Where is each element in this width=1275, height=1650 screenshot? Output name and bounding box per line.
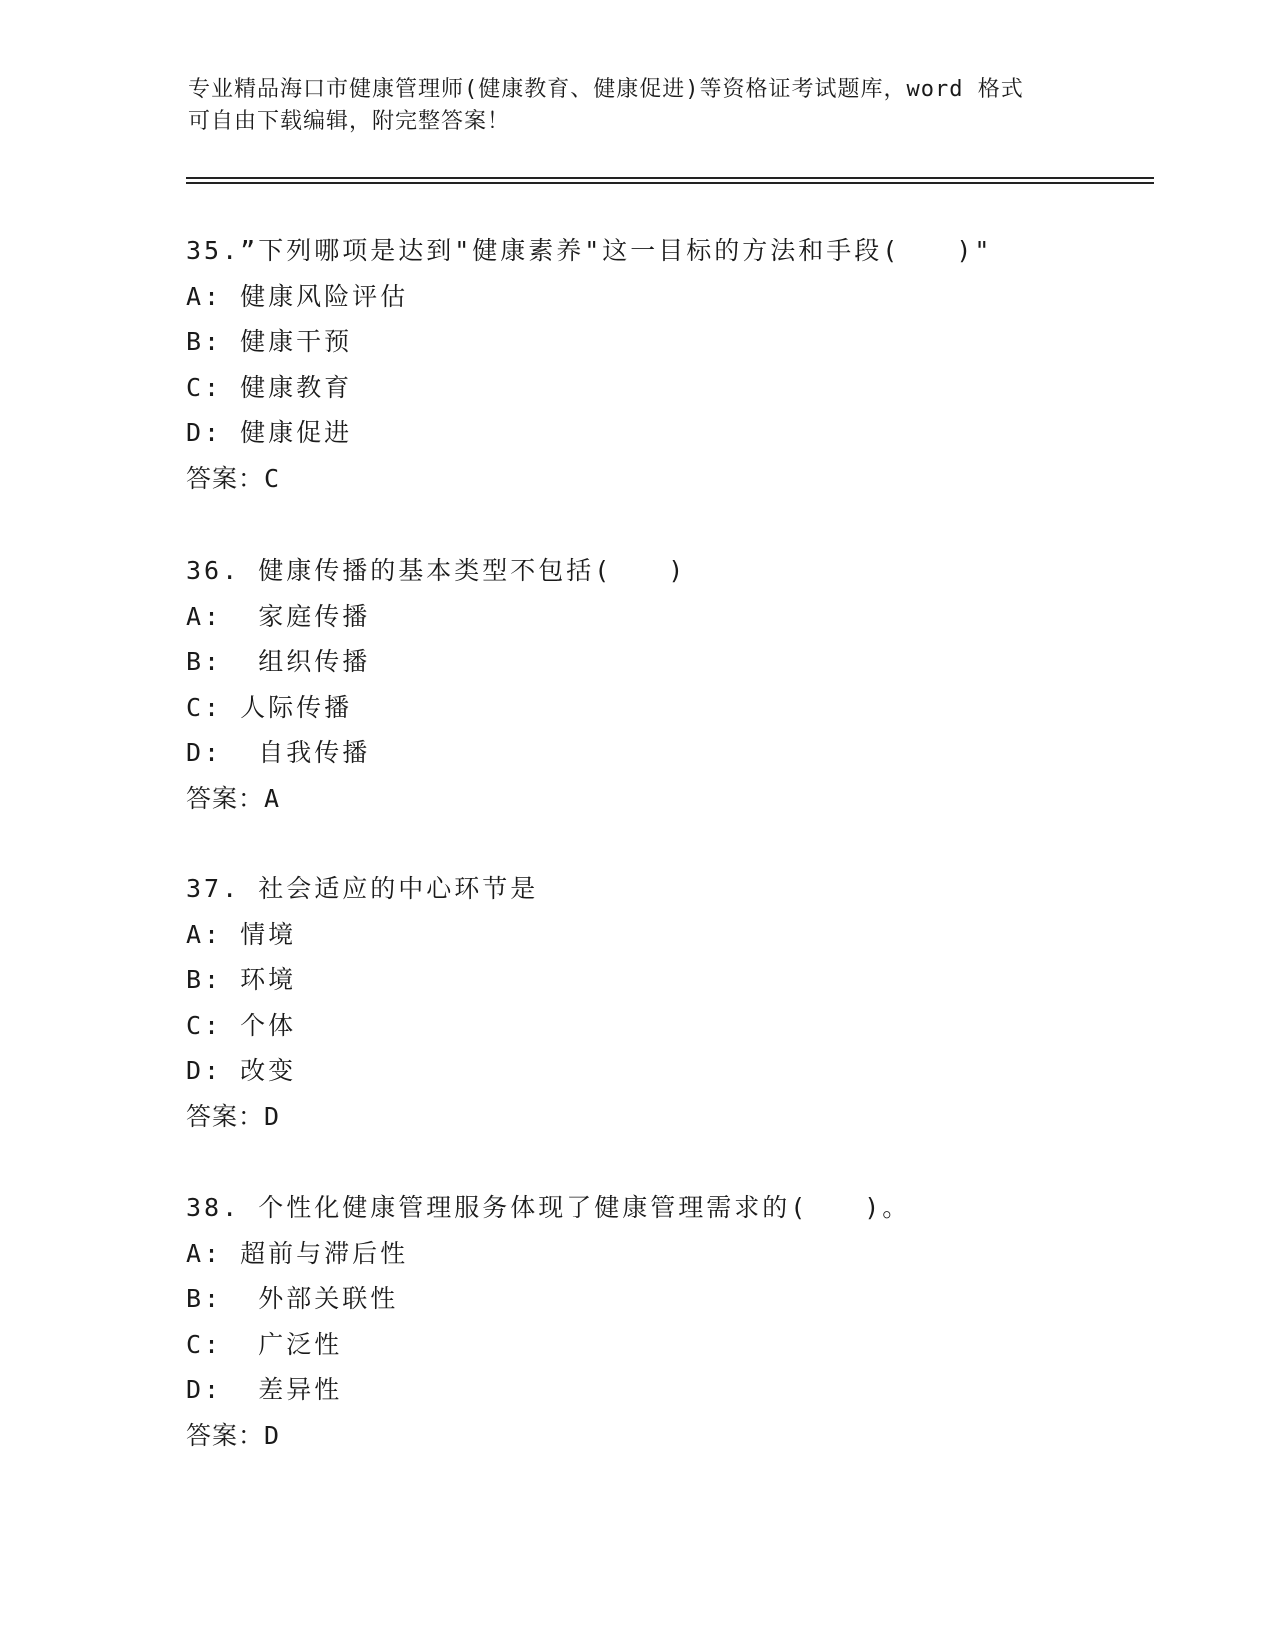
answer-value: D bbox=[264, 1101, 281, 1131]
answer-label: 答案： bbox=[186, 463, 265, 493]
option-a: A: 健康风险评估 bbox=[186, 281, 409, 311]
question-stem: 37. 社会适应的中心环节是 bbox=[186, 874, 539, 903]
option-d: D: 差异性 bbox=[186, 1375, 343, 1404]
option-c: C: 广泛性 bbox=[186, 1329, 343, 1359]
answer-value: D bbox=[264, 1420, 281, 1450]
header-line-1: 专业精品海口市健康管理师(健康教育、健康促进)等资格证考试题库，word 格式 bbox=[188, 77, 1024, 102]
option-b: B: 健康干预 bbox=[186, 327, 353, 356]
option-b: B: 组织传播 bbox=[186, 647, 371, 676]
header-divider-top bbox=[186, 177, 1154, 179]
option-b: B: 环境 bbox=[186, 965, 297, 994]
option-a: A: 家庭传播 bbox=[186, 601, 371, 631]
question-stem: 35.”下列哪项是达到"健康素养"这一目标的方法和手段( )" bbox=[186, 236, 993, 265]
question-stem: 38. 个性化健康管理服务体现了健康管理需求的( )。 bbox=[186, 1193, 911, 1222]
header-divider-bottom bbox=[186, 182, 1154, 184]
answer-value: C bbox=[264, 463, 281, 493]
answer-line bbox=[186, 1094, 1186, 1140]
option-d: D: 改变 bbox=[186, 1056, 297, 1085]
option-d: D: 自我传播 bbox=[186, 738, 371, 767]
answer-label: 答案： bbox=[186, 783, 265, 813]
answer-label: 答案： bbox=[186, 1420, 265, 1450]
option-d: D: 健康促进 bbox=[186, 418, 353, 447]
answer-line bbox=[186, 776, 1186, 822]
question-stem: 36. 健康传播的基本类型不包括( ) bbox=[186, 556, 687, 585]
answer-value: A bbox=[264, 783, 281, 813]
option-b: B: 外部关联性 bbox=[186, 1284, 399, 1313]
header-line-2: 可自由下载编辑，附完整答案！ bbox=[188, 109, 511, 134]
question-36 bbox=[186, 548, 1186, 821]
option-c: C: 健康教育 bbox=[186, 372, 353, 402]
answer-line bbox=[186, 1413, 1186, 1459]
option-c: C: 个体 bbox=[186, 1010, 297, 1040]
question-37 bbox=[186, 866, 1186, 1139]
question-35 bbox=[186, 228, 1186, 501]
option-c: C: 人际传播 bbox=[186, 692, 353, 722]
question-38 bbox=[186, 1185, 1186, 1458]
option-a: A: 情境 bbox=[186, 919, 297, 949]
option-a: A: 超前与滞后性 bbox=[186, 1238, 409, 1268]
answer-line bbox=[186, 456, 1186, 502]
document-header bbox=[188, 74, 1088, 138]
answer-label: 答案： bbox=[186, 1101, 265, 1131]
